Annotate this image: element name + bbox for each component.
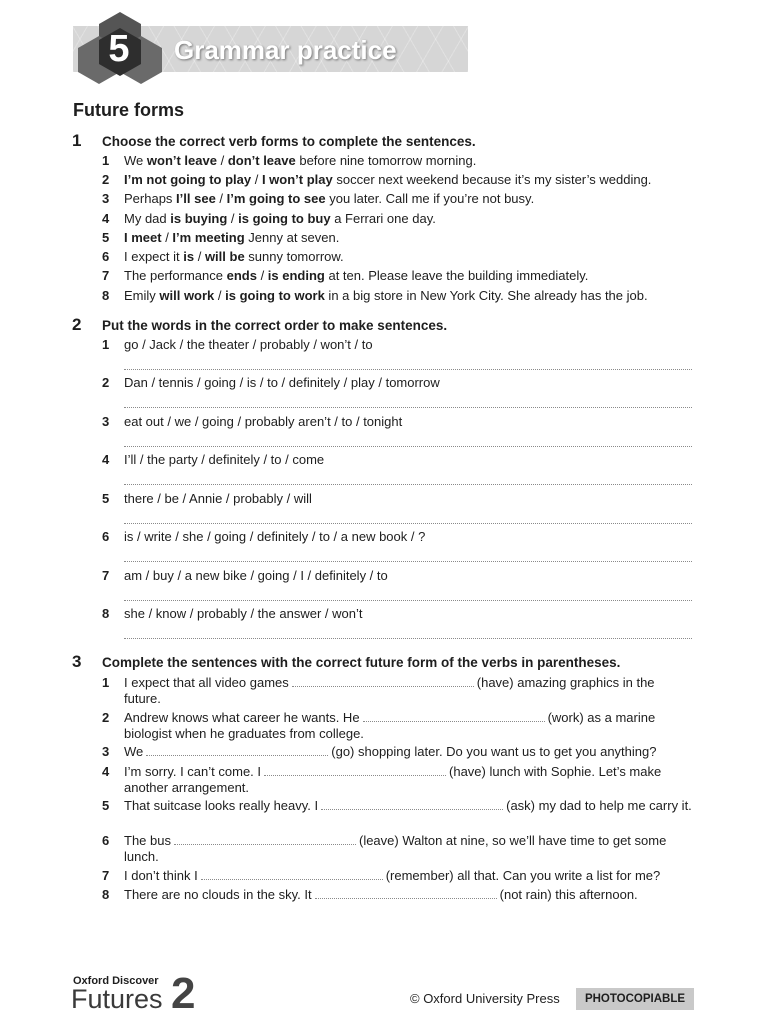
item-text: I’ll / the party / definitely / to / come [124,452,325,467]
item-number: 8 [102,606,110,621]
verb-option[interactable]: ends [226,268,257,283]
item-text: I meet / I’m meeting Jenny at seven. [124,230,340,245]
answer-blank[interactable] [264,764,446,776]
section-title: Future forms [73,100,185,120]
item-text: Andrew knows what career he wants. He (work) as a marine biologist when he graduates from college. [124,710,656,741]
exercise-instruction: Put the words in the correct order to make sentences. [102,318,448,333]
item-number: 4 [102,764,110,779]
item-number: 3 [102,414,110,429]
answer-blank[interactable] [292,675,474,687]
exercise-number: 2 [72,315,82,334]
item-text: she / know / probably / the answer / won’t [124,606,363,621]
verb-option[interactable]: is going to work [225,288,325,303]
item-text: I’m not going to play / I won’t play soccer next weekend because it’s my sister’s wedding. [124,172,652,187]
answer-line[interactable] [124,561,692,562]
brand-level-number: 2 [171,969,196,1018]
item-number: 7 [102,868,110,883]
item-number: 6 [102,249,110,264]
answer-line[interactable] [124,638,692,639]
item-text: I don’t think I (remember) all that. Can you write a list for me? [124,868,661,883]
answer-line[interactable] [124,600,692,601]
item-number: 1 [102,337,110,352]
verb-option[interactable]: I’ll see [176,191,216,206]
answer-line[interactable] [124,446,692,447]
exercise-number: 3 [72,652,82,671]
item-text: I expect that all video games (have) amazing graphics in the future. [124,675,655,706]
item-number: 2 [102,375,110,390]
item-number: 8 [102,887,110,902]
answer-blank[interactable] [315,887,497,899]
verb-option[interactable]: I won’t play [261,172,333,187]
item-number: 6 [102,529,110,544]
verb-option[interactable]: I meet [124,230,162,245]
answer-line[interactable] [124,523,692,524]
item-number: 5 [102,230,110,245]
answer-blank[interactable] [174,833,356,845]
item-number: 6 [102,833,110,848]
copyright-text: © Oxford University Press [410,991,560,1006]
verb-option[interactable]: is [183,249,195,264]
item-text: there / be / Annie / probably / will [124,491,312,506]
item-number: 2 [102,710,110,725]
item-number: 3 [102,744,110,759]
page-title: Grammar practice [174,35,397,65]
verb-option[interactable]: won’t leave [146,153,217,168]
verb-option[interactable]: I’m meeting [172,230,245,245]
item-text: Emily will work / is going to work in a big store in New York City. She already has the job. [124,288,648,303]
item-number: 4 [102,211,110,226]
verb-option[interactable]: is going to buy [238,211,331,226]
photocopiable-badge: PHOTOCOPIABLE [576,988,694,1010]
answer-blank[interactable] [201,868,383,880]
item-text: The performance ends / is ending at ten. Please leave the building immediately. [124,268,589,283]
answer-line[interactable] [124,369,692,370]
answer-line[interactable] [124,484,692,485]
answer-blank[interactable] [363,710,545,722]
item-text: I’m sorry. I can’t come. I (have) lunch with Sophie. Let’s make another arrangement. [124,764,662,795]
item-text: My dad is buying / is going to buy a Ferrari one day. [124,211,436,226]
item-number: 7 [102,568,110,583]
item-text: is / write / she / going / definitely / to / a new book / ? [124,529,426,544]
verb-option[interactable]: will be [204,249,245,264]
item-text: We (go) shopping later. Do you want us to get you anything? [124,744,657,759]
item-text: go / Jack / the theater / probably / won’t / to [124,337,373,352]
item-number: 1 [102,675,110,690]
verb-option[interactable]: is ending [267,268,325,283]
item-text: That suitcase looks really heavy. I (ask) my dad to help me carry it. [124,798,692,813]
item-text: am / buy / a new bike / going / I / definitely / to [124,568,388,583]
item-text: Dan / tennis / going / is / to / definitely / play / tomorrow [124,375,440,390]
verb-option[interactable]: will work [159,288,215,303]
item-text: eat out / we / going / probably aren’t / to / tonight [124,414,403,429]
answer-blank[interactable] [321,798,503,810]
answer-line[interactable] [124,407,692,408]
item-text: Perhaps I’ll see / I’m going to see you later. Call me if you’re not busy. [124,191,535,206]
item-number: 4 [102,452,110,467]
exercise-number: 1 [72,131,82,150]
verb-option[interactable]: I’m going to see [226,191,326,206]
unit-number: 5 [108,28,130,70]
exercise-instruction: Complete the sentences with the correct future form of the verbs in parentheses. [102,655,621,670]
item-number: 7 [102,268,110,283]
item-number: 5 [102,798,110,813]
verb-option[interactable]: is buying [170,211,228,226]
item-number: 8 [102,288,110,303]
item-text: We won’t leave / don’t leave before nine tomorrow morning. [124,153,477,168]
item-number: 3 [102,191,110,206]
verb-option[interactable]: I’m not going to play [124,172,252,187]
item-number: 2 [102,172,110,187]
answer-blank[interactable] [146,744,328,756]
brand-name-large: Futures [71,984,163,1014]
exercise-instruction: Choose the correct verb forms to complete the sentences. [102,134,476,149]
item-text: I expect it is / will be sunny tomorrow. [124,249,344,264]
item-text: There are no clouds in the sky. It (not rain) this afternoon. [124,887,638,902]
item-text: The bus (leave) Walton at nine, so we’ll have time to get some lunch. [124,833,667,864]
brand-name-small: Oxford Discover [73,975,159,987]
verb-option[interactable]: don’t leave [227,153,296,168]
item-number: 1 [102,153,110,168]
item-number: 5 [102,491,110,506]
